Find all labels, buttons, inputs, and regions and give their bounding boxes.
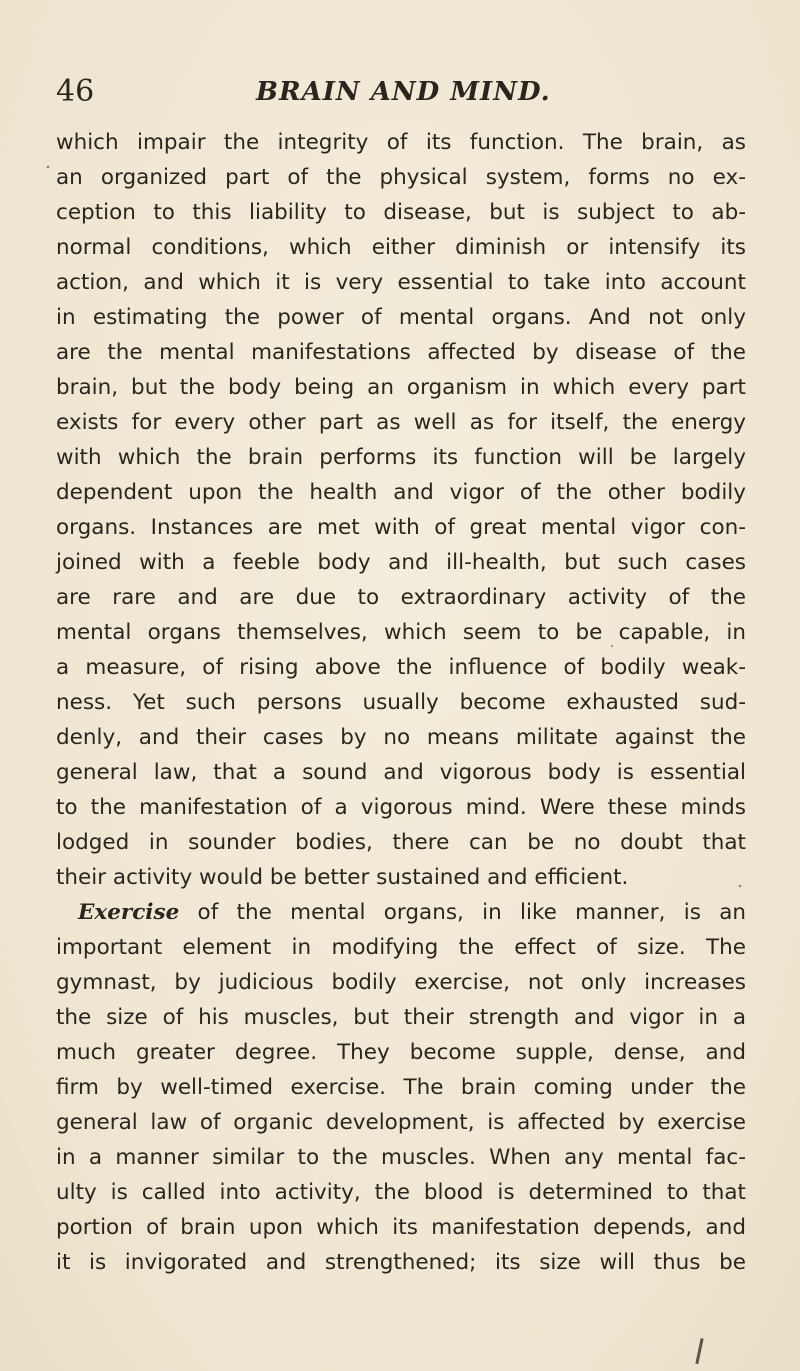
paragraph-line: ness. Yet such persons usually become exhausted sud- [56, 690, 746, 715]
italic-term: Exercise [78, 900, 180, 925]
page-number: 46 [56, 74, 95, 109]
paragraph-line-text: of the mental organs, in like manner, is an [179, 900, 746, 925]
running-head [56, 70, 746, 114]
paragraph-line: lodged in sounder bodies, there can be no doubt that [56, 830, 746, 855]
paragraph-line: ception to this liability to disease, but is subject to ab- [56, 200, 746, 225]
paragraph-line [56, 895, 746, 930]
paragraph-line: organs. Instances are met with of great mental vigor con- [56, 515, 746, 540]
paragraph-line: exists for every other part as well as for itself, the energy [56, 410, 746, 435]
paragraph-line: to the manifestation of a vigorous mind. Were these minds [56, 795, 746, 820]
running-head-title: BRAIN AND MIND. [256, 77, 551, 107]
paragraph-line: ulty is called into activity, the blood is determined to that [56, 1180, 746, 1205]
paragraph-line: normal conditions, which either diminish or intensify its [56, 235, 746, 260]
paragraph-line: are the mental manifestations affected by disease of the [56, 340, 746, 365]
paragraph-line: with which the brain performs its function will be largely [56, 445, 746, 470]
paragraph-line: gymnast, by judicious bodily exercise, not only increases [56, 970, 746, 995]
paragraph-line: their activity would be better sustained and efficient. [56, 865, 629, 890]
paragraph-line: the size of his muscles, but their strength and vigor in a [56, 1005, 746, 1030]
paragraph-2 [56, 895, 746, 1280]
paragraph-line: much greater degree. They become supple, dense, and [56, 1040, 746, 1065]
paragraph-line: firm by well-timed exercise. The brain coming under the [56, 1075, 746, 1100]
paragraph-line: it is invigorated and strengthened; its size will thus be [56, 1250, 746, 1275]
paragraph-line: in estimating the power of mental organs. And not only [56, 305, 746, 330]
paragraph-line: are rare and are due to extraordinary activity of the [56, 585, 746, 610]
paragraph-line: important element in modifying the effect of size. The [56, 935, 746, 960]
paragraph-line: mental organs themselves, which seem to be capable, in [56, 620, 746, 645]
paragraph-line: brain, but the body being an organism in which every part [56, 375, 746, 400]
paragraph-line: joined with a feeble body and ill-health, but such cases [56, 550, 746, 575]
paragraph-1 [56, 125, 746, 895]
paragraph-line: which impair the integrity of its function. The brain, as [56, 130, 746, 155]
body-text [56, 125, 746, 1280]
paragraph-line: portion of brain upon which its manifestation depends, and [56, 1215, 746, 1240]
paragraph-line: dependent upon the health and vigor of the other bodily [56, 480, 746, 505]
paragraph-line: denly, and their cases by no means militate against the [56, 725, 746, 750]
paragraph-line: general law of organic development, is affected by exercise [56, 1110, 746, 1135]
paragraph-line: general law, that a sound and vigorous body is essential [56, 760, 746, 785]
paragraph-line: a measure, of rising above the influence of bodily weak- [56, 655, 746, 680]
paragraph-line: in a manner similar to the muscles. When any mental fac- [56, 1145, 746, 1170]
paragraph-line: an organized part of the physical system, forms no ex- [56, 165, 746, 190]
paragraph-line: action, and which it is very essential to take into account [56, 270, 746, 295]
